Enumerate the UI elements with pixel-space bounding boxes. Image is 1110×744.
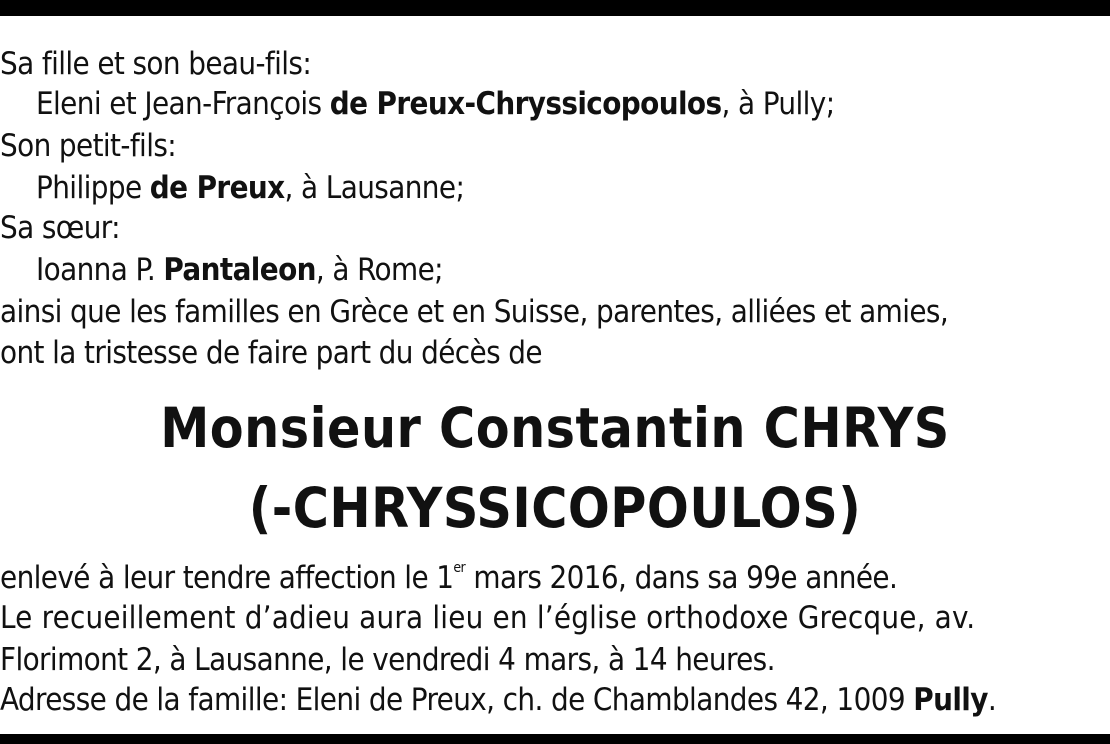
ceremony-line-2: Florimont 2, à Lausanne, le vendredi 4 mars, à 14 heures. [0,642,775,678]
relative-role-grandson: Son petit-fils: [0,128,177,164]
relative-prefix: Eleni et Jean-François [36,86,330,122]
deceased-maiden-name: (-CHRYSSICOPOULOS) [248,476,862,540]
address-city: Pully [913,682,988,718]
death-text: enlevé à leur tendre affection le 1 [0,560,454,596]
relative-suffix: , à Pully; [721,86,835,122]
families-line: ainsi que les familles en Grèce et en Suisse, parentes, alliées et amies, [0,294,949,330]
address-end: . [987,682,997,718]
top-rule [0,0,1110,16]
address-prefix: Adresse de la famille: Eleni de Preux, ch. de Chamblandes 42, 1009 [0,682,914,718]
ceremony-line-1: Le recueillement d’adieu aura lieu en l’église orthodoxe Grecque, av. [0,600,976,636]
bottom-rule [0,734,1110,744]
relative-surname: Pantaleon [163,252,316,288]
relative-role-sister: Sa sœur: [0,210,120,246]
ordinal-sup: er [453,560,466,576]
relative-prefix: Ioanna P. [36,252,164,288]
relative-grandson-entry [36,168,464,208]
relative-suffix: , à Rome; [315,252,443,288]
relative-prefix: Philippe [36,170,150,206]
announce-line: ont la tristesse de faire part du décès de [0,335,542,371]
relative-daughter-entry [36,84,835,124]
relative-suffix: , à Lausanne; [284,170,465,206]
relative-surname: de Preux-Chryssicopoulos [329,86,722,122]
relative-surname: de Preux [149,170,285,206]
deceased-name: Monsieur Constantin CHRYS [160,396,950,460]
address-line [0,680,996,720]
death-line [0,558,897,598]
relative-role-daughter: Sa fille et son beau-fils: [0,46,312,82]
death-text-end: mars 2016, dans sa 99e année. [465,560,898,596]
relative-sister-entry [36,250,443,290]
